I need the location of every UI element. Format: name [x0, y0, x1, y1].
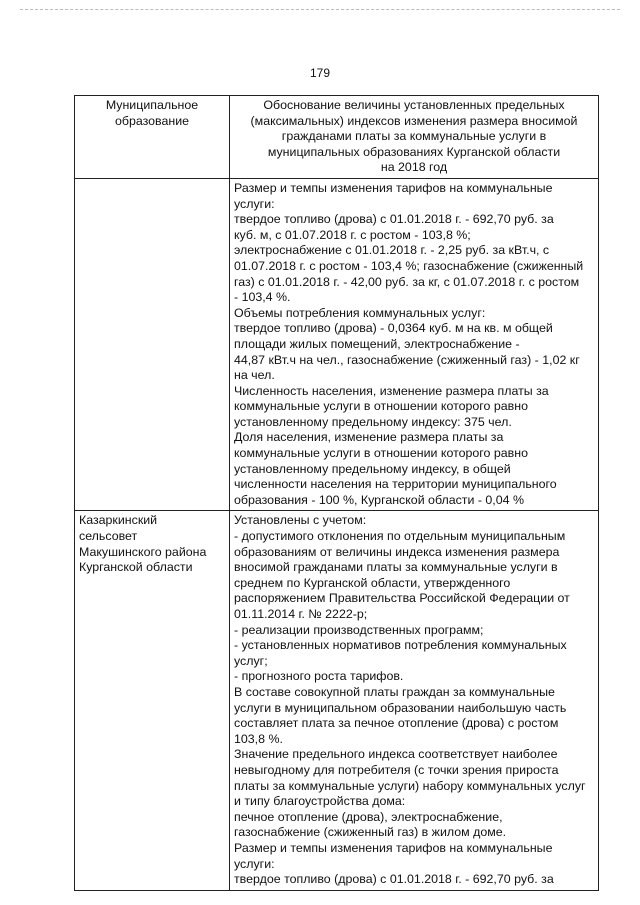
- text-line: площади жилых помещений, электроснабжение -: [234, 336, 520, 351]
- text-line: Объемы потребления коммунальных услуг:: [234, 305, 486, 320]
- header-municipality-cell: [75, 96, 230, 179]
- text-line: невыгодному для потребителя (с точки зрения прироста: [234, 762, 559, 777]
- text-line: распоряжением Правительства Российской Федерации от: [234, 591, 570, 606]
- text-line: - допустимого отклонения по отдельным муниципальным: [234, 529, 566, 544]
- row2-justification-text: [234, 513, 594, 887]
- text-line: и типу благоустройства дома:: [234, 794, 406, 809]
- row1-municipality-cell: [75, 178, 230, 510]
- text-line: составляет плата за печное отопление (дрова) с ростом: [234, 716, 559, 731]
- text-line: В составе совокупной платы граждан за коммунальные: [234, 684, 555, 699]
- text-line: среднем по Курганской области, утвержденного: [234, 575, 511, 590]
- text-line: 103,8 %.: [234, 731, 283, 746]
- text-line: на 2018 год: [380, 160, 448, 175]
- text-line: Размер и темпы изменения тарифов на коммунальные: [234, 180, 553, 195]
- header-justification-cell: [230, 96, 599, 179]
- text-line: образованиям от величины индекса изменения размера: [234, 544, 560, 559]
- text-line: на чел.: [234, 368, 275, 383]
- text-line: газ) с 01.01.2018 г. - 42,00 руб. за кг, с 01.07.2018 г. с ростом: [234, 274, 580, 289]
- row2-municipality-text: [79, 513, 225, 575]
- text-line: 01.11.2014 г. № 2222-р;: [234, 607, 368, 621]
- text-line: услуг;: [234, 653, 268, 668]
- text-line: - реализации производственных программ;: [234, 622, 484, 637]
- text-line: Численность населения, изменение размера платы за: [234, 383, 549, 398]
- text-line: Муниципальное: [105, 98, 199, 112]
- justification-table: [74, 95, 599, 891]
- text-line: Значение предельного индекса соответствует наиболее: [234, 747, 558, 762]
- text-line: электроснабжение с 01.01.2018 г. - 2,25 руб. за кВт.ч, с: [234, 243, 550, 258]
- text-line: коммунальные услуги в отношении которого равно: [234, 446, 528, 461]
- text-line: образования - 100 %, Курганской области - 0,04 %: [234, 492, 524, 507]
- text-line: Курганской области: [79, 560, 193, 575]
- header-justification-text: [234, 98, 594, 176]
- text-line: 44,87 кВт.ч на чел., газоснабжение (сжиженный газ) - 1,02 кг: [234, 352, 580, 367]
- header-municipality-text: [79, 98, 225, 129]
- scan-edge-line: [20, 9, 620, 11]
- row1-justification-text: [234, 181, 594, 508]
- table-row: [75, 511, 599, 890]
- text-line: - установленных нормативов потребления коммунальных: [234, 638, 567, 653]
- text-line: твердое топливо (дрова) с 01.01.2018 г. - 692,70 руб. за: [234, 212, 554, 227]
- text-line: Макушинского района: [79, 544, 207, 559]
- text-line: муниципальных образованиях Курганской области: [267, 144, 561, 159]
- text-line: сельсовет: [79, 529, 138, 544]
- row2-justification-cell: [230, 511, 599, 890]
- text-line: газоснабжение (сжиженный газ) в жилом доме.: [234, 825, 507, 840]
- text-line: Казаркинский: [79, 513, 158, 528]
- text-line: образование: [114, 113, 190, 128]
- text-line: - прогнозного роста тарифов.: [234, 669, 404, 684]
- text-line: твердое топливо (дрова) - 0,0364 куб. м на кв. м общей: [234, 321, 553, 336]
- text-line: Обоснование величины установленных предельных: [263, 98, 565, 112]
- text-line: печное отопление (дрова), электроснабжение,: [234, 809, 503, 824]
- text-line: услуги в муниципальном образовании наибольшую часть: [234, 700, 567, 715]
- row2-municipality-cell: [75, 511, 230, 890]
- text-line: Доля населения, изменение размера платы за: [234, 430, 504, 445]
- text-line: Установлены с учетом:: [234, 513, 367, 528]
- table-row: [75, 178, 599, 510]
- text-line: коммунальные услуги в отношении которого равно: [234, 399, 528, 414]
- table-header-row: [75, 96, 599, 179]
- text-line: твердое топливо (дрова) с 01.01.2018 г. - 692,70 руб. за: [234, 872, 554, 887]
- text-line: 01.07.2018 г. с ростом - 103,4 %; газоснабжение (сжиженный: [234, 258, 584, 273]
- page-number: 179: [309, 66, 331, 80]
- text-line: установленному предельному индексу: 375 чел.: [234, 414, 512, 429]
- text-line: вносимой гражданами платы за коммунальные услуги в: [234, 560, 558, 575]
- row1-justification-cell: [230, 178, 599, 510]
- text-line: куб. м, с 01.07.2018 г. с ростом - 103,8 %;: [234, 227, 471, 242]
- text-line: гражданами платы за коммунальные услуги в: [281, 129, 547, 144]
- text-line: - 103,4 %.: [234, 290, 291, 305]
- text-line: численности населения на территории муниципального: [234, 477, 557, 492]
- text-line: платы за коммунальные услуги) набору коммунальных услуг: [234, 778, 586, 793]
- text-line: (максимальных) индексов изменения размера вносимой: [250, 113, 578, 128]
- text-line: установленному предельному индексу, в общей: [234, 461, 511, 476]
- text-line: Размер и темпы изменения тарифов на коммунальные: [234, 840, 553, 855]
- text-line: услуги:: [234, 196, 275, 211]
- text-line: услуги:: [234, 856, 275, 871]
